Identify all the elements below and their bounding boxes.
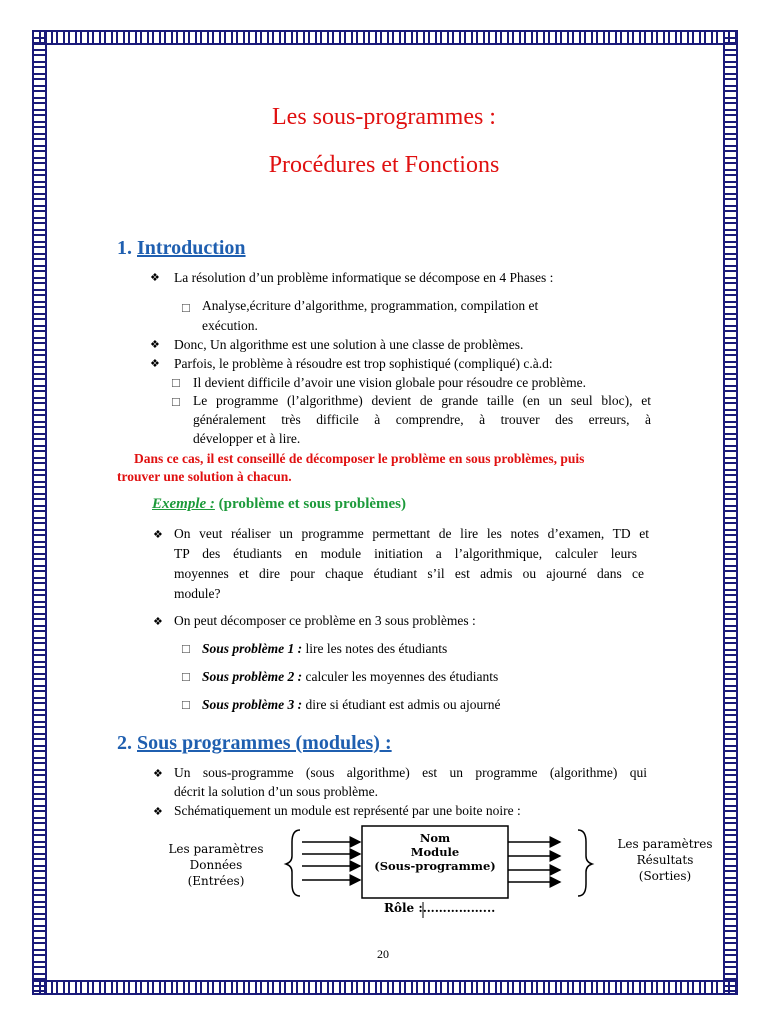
section-1-heading — [117, 237, 246, 260]
page-number: 20 — [377, 947, 389, 961]
s1-sub-3-line-2: généralement très difficile à comprendre, à trouver des erreurs, à — [193, 412, 651, 427]
s2-bullet-2: Schématiquement un module est représenté par une boite noire : — [174, 803, 521, 818]
example-title: (problème et sous problèmes) — [218, 496, 407, 512]
bullet-diamond-icon: ❖ — [153, 529, 163, 541]
module-box-label — [362, 831, 508, 873]
bullet-diamond-icon: ❖ — [153, 768, 163, 780]
checkbox-icon: ☐ — [181, 672, 191, 684]
section-1-title: Introduction — [137, 237, 246, 259]
section-2-title: Sous programmes (modules) : — [137, 732, 392, 754]
sub-problem-3-text: dire si étudiant est admis ou ajourné — [302, 697, 501, 712]
section-2-number: 2. — [117, 732, 132, 754]
diagram-outputs-line-2: Résultats — [636, 853, 694, 867]
sub-problem-2-label: Sous problème 2 : — [202, 669, 303, 684]
diagram-role-label: Rôle :……………... — [384, 901, 496, 915]
ex-bullet-1-line-3: moyennes et dire pour chaque étudiant s’il est admis ou ajourné dans ce — [174, 566, 644, 581]
sub-problem-1 — [202, 639, 447, 658]
bullet-diamond-icon: ❖ — [150, 272, 160, 284]
s1-bullet-3: Parfois, le problème à résoudre est trop sophistiqué (compliqué) c.à.d: — [174, 356, 553, 371]
left-brace-shape — [286, 830, 300, 896]
sub-problem-3 — [202, 695, 500, 714]
s1-sub-2: Il devient difficile d’avoir une vision globale pour résoudre ce problème. — [193, 375, 586, 390]
s1-sub-3-line-3: développer et à lire. — [193, 431, 301, 446]
ex-bullet-1-line-4: module? — [174, 586, 221, 601]
advice-line-1: Dans ce cas, il est conseillé de décomposer le problème en sous problèmes, puis — [134, 451, 585, 466]
sub-problem-1-text: lire les notes des étudiants — [302, 641, 448, 656]
diagram-inputs-line-1: Les paramètres — [168, 842, 264, 856]
diagram-inputs-line-2: Données — [189, 858, 243, 872]
example-label: Exemple : — [152, 496, 215, 512]
advice-line-2: trouver une solution à chacun. — [117, 469, 292, 484]
diagram-outputs-line-3: (Sorties) — [638, 869, 692, 883]
ex-bullet-2: On peut décomposer ce problème en 3 sous problèmes : — [174, 613, 476, 628]
sub-problem-3-label: Sous problème 3 : — [202, 697, 303, 712]
diagram-inputs-label — [168, 841, 264, 889]
s1-bullet-2: Donc, Un algorithme est une solution à une classe de problèmes. — [174, 337, 524, 352]
bullet-diamond-icon: ❖ — [150, 339, 160, 351]
s2-bullet-1-line-2: décrit la solution d’un sous problème. — [174, 784, 378, 799]
sub-problem-2 — [202, 667, 498, 686]
s1-sub-1-line-1: Analyse,écriture d’algorithme, programmation, compilation et — [202, 298, 539, 313]
ex-bullet-1-line-2: TP des étudiants en module initiation a l’algorithmique, calculer leurs — [174, 546, 637, 561]
diagram-outputs-line-1: Les paramètres — [617, 837, 713, 851]
checkbox-icon: ☐ — [171, 378, 181, 390]
page-border-top — [32, 30, 738, 45]
bullet-diamond-icon: ❖ — [153, 806, 163, 818]
ex-bullet-1-line-1: On veut réaliser un programme permettant de lire les notes d’examen, TD et — [174, 526, 649, 541]
checkbox-icon: ☐ — [181, 644, 191, 656]
bullet-diamond-icon: ❖ — [150, 358, 160, 370]
diagram-inputs-line-3: (Entrées) — [187, 874, 245, 888]
s1-sub-3-line-1: Le programme (l’algorithme) devient de grande taille (en un seul bloc), et — [193, 393, 651, 408]
right-brace-shape — [578, 830, 592, 896]
s1-bullet-1: La résolution d’un problème informatique se décompose en 4 Phases : — [174, 270, 554, 285]
title-line-1: Les sous-programmes : — [272, 104, 496, 130]
section-2-heading — [117, 732, 392, 755]
checkbox-icon: ☐ — [171, 397, 181, 409]
section-1-number: 1. — [117, 237, 132, 259]
s1-sub-1-line-2: exécution. — [202, 318, 258, 333]
bullet-diamond-icon: ❖ — [153, 616, 163, 628]
example-heading — [152, 496, 406, 513]
module-box-line-2: Module — [410, 845, 460, 859]
title-line-2: Procédures et Fonctions — [268, 152, 500, 178]
checkbox-icon: ☐ — [181, 303, 191, 315]
module-box-line-1: Nom — [419, 831, 451, 845]
diagram-outputs-label — [612, 836, 718, 884]
sub-problem-2-text: calculer les moyennes des étudiants — [302, 669, 499, 684]
page-border-bottom — [32, 980, 738, 995]
module-box-line-3: (Sous-programme) — [374, 859, 496, 873]
s2-bullet-1-line-1: Un sous-programme (sous algorithme) est un programme (algorithme) qui — [174, 765, 647, 780]
checkbox-icon: ☐ — [181, 700, 191, 712]
sub-problem-1-label: Sous problème 1 : — [202, 641, 303, 656]
